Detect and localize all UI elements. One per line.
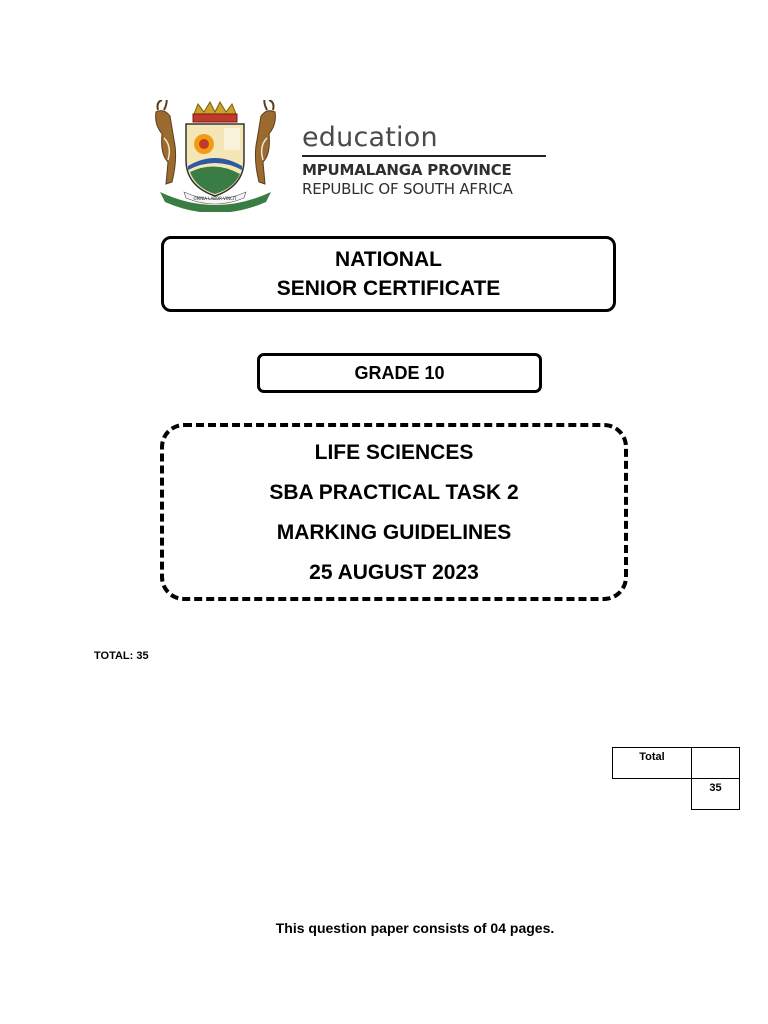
coat-of-arms-icon [138, 100, 293, 212]
score-table-row [613, 748, 740, 779]
crest-motto: OMNIA LABOR VINCIT [193, 196, 237, 201]
score-table-empty-cell [613, 779, 692, 810]
grade-box [257, 353, 542, 393]
document-date: 25 AUGUST 2023 [309, 561, 479, 584]
page-count-note: This question paper consists of 04 pages. [275, 920, 555, 936]
certificate-title-box [161, 236, 616, 312]
brand-block [302, 124, 558, 198]
brand-province: MPUMALANGA PROVINCE [302, 161, 512, 179]
grade-label: GRADE 10 [354, 362, 445, 383]
score-table-max-marks: 35 [692, 779, 740, 810]
document-type: MARKING GUIDELINES [276, 521, 512, 544]
total-marks-label: TOTAL: 35 [94, 650, 149, 662]
brand-divider [302, 155, 546, 157]
certificate-line-2: SENIOR CERTIFICATE [276, 277, 501, 300]
task-title: SBA PRACTICAL TASK 2 [269, 481, 519, 504]
subject-box [160, 423, 628, 601]
brand-country: REPUBLIC OF SOUTH AFRICA [302, 180, 513, 198]
score-table [612, 747, 740, 810]
score-table-header: Total [613, 748, 692, 779]
brand-title: education [302, 122, 438, 153]
score-table-row [613, 779, 740, 810]
subject-title: LIFE SCIENCES [314, 441, 474, 464]
letterhead [138, 100, 558, 215]
certificate-line-1: NATIONAL [335, 248, 442, 271]
score-table-obtained-cell [692, 748, 740, 779]
